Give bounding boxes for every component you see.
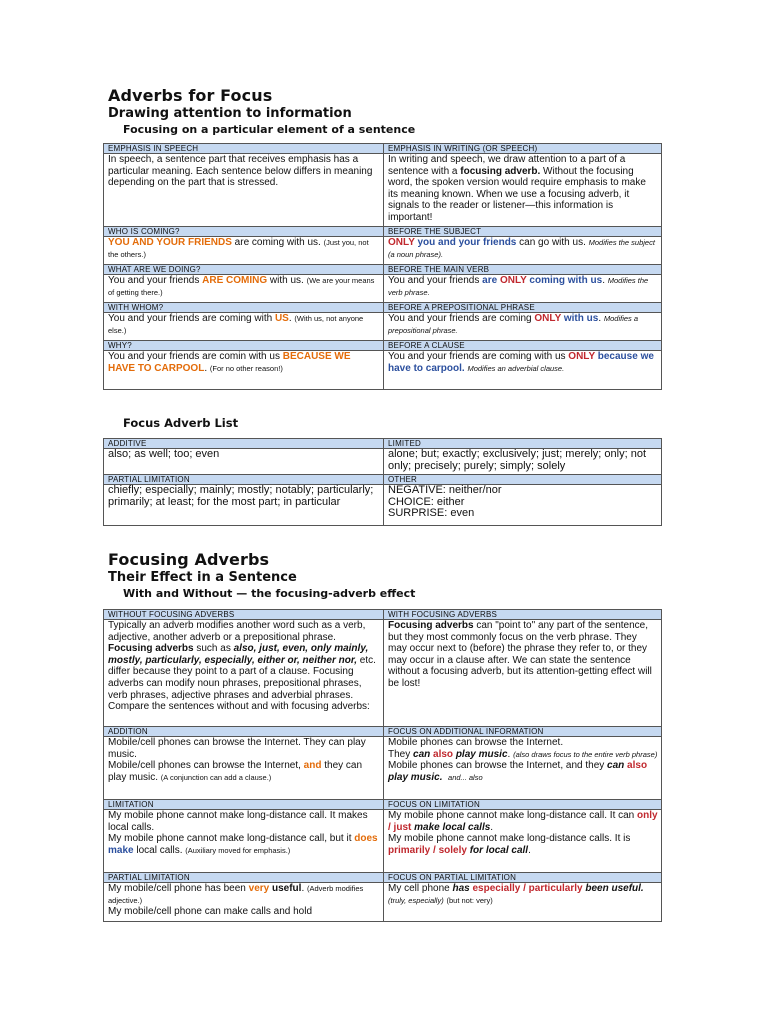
title-adverbs-for-focus: Adverbs for Focus	[108, 86, 273, 105]
sentence-text: can go with us.	[516, 237, 586, 248]
desc-text: Typically an adverb modifies another word such as a verb, adjective, another adverb or a prepositional phrase.	[108, 620, 366, 643]
only-word: ONLY	[534, 313, 562, 324]
addition-without	[104, 737, 384, 800]
verb-text: for local call	[466, 844, 529, 856]
header-focus-partial-limitation: FOCUS ON PARTIAL LIMITATION	[384, 873, 662, 883]
example-whom-speech	[104, 313, 384, 341]
sentence-text: You and your friends are coming with us	[388, 351, 569, 362]
note-text: (We are your means of getting there.)	[108, 276, 375, 297]
header-addition: ADDITION	[104, 727, 384, 737]
example-who-speech	[104, 237, 384, 265]
sentence-text: My mobile phone cannot make long-distance call. It can	[388, 810, 638, 821]
sentence-text: You and your friends	[388, 275, 483, 286]
verb-text: make local calls	[411, 821, 491, 833]
sentence-text: are coming with us.	[231, 237, 321, 248]
sentence-text: You and your friends are coming with	[108, 313, 275, 324]
example-what-writing	[384, 275, 662, 303]
emphasis-table	[103, 143, 662, 390]
sentence-text: Mobile/cell phones can browse the Internet. They can play music.	[108, 737, 366, 760]
note-text: Modifies a prepositional phrase.	[388, 314, 639, 335]
header-partial-limitation-2: PARTIAL LIMITATION	[104, 873, 384, 883]
verb-text: can	[413, 748, 434, 760]
focus-adverb-list-table	[103, 438, 662, 526]
verb-text: useful	[269, 883, 302, 894]
focus-text: are	[482, 275, 500, 286]
additive-list: also; as well; too; even	[104, 449, 384, 475]
note-text: (truly, especially)	[388, 895, 444, 905]
limited-list: alone; but; exactly; exclusively; just; merely; only; not only; precisely; purely; simply; solely	[384, 449, 662, 475]
header-with-whom: WITH WHOM?	[104, 303, 384, 313]
title-focusing-adverbs: Focusing Adverbs	[108, 550, 270, 569]
header-emphasis-in-writing: EMPHASIS IN WRITING (OR SPEECH)	[384, 144, 662, 154]
focus-adverb: also	[627, 760, 648, 772]
desc-bold: Focusing adverbs	[108, 643, 194, 655]
note-text: (A conjunction can add a clause.)	[160, 772, 272, 782]
emphasis-text: and	[303, 760, 322, 772]
desc-bold: Focusing adverbs	[388, 620, 474, 631]
writing-text-a: In writing and speech, we draw attention to a part of a sentence with a	[388, 154, 626, 177]
desc-text: can "point to" any part of the sentence, but they most commonly focus on the verb phrase. They may occur next to (before) the phrase they refer to, or they may occur in a clause after. We can state the sentence without a focusing adverb, but its attention-getting effect will be lost!	[388, 620, 652, 689]
focus-adverb: especially / particularly	[469, 883, 583, 894]
writing-text-bold: focusing adverb.	[460, 165, 541, 177]
partial-without	[104, 883, 384, 922]
sentence-text: You and your friends	[108, 275, 203, 286]
partial-with	[384, 883, 662, 922]
focus-text: because we have to carpool.	[388, 351, 654, 374]
sentence-text: .	[204, 362, 208, 374]
focus-adverb: primarily / solely	[388, 844, 467, 856]
header-without-focusing-adverbs: WITHOUT FOCUSING ADVERBS	[104, 610, 384, 620]
header-who-is-coming: WHO IS COMING?	[104, 227, 384, 237]
focus-adverb: only / just	[388, 810, 658, 833]
header-focus-limitation: FOCUS ON LIMITATION	[384, 800, 662, 810]
note-text: Modifies an adverbial clause.	[467, 363, 565, 373]
sentence-text: You and your friends are coming	[388, 313, 535, 324]
desc-text: such as	[193, 643, 234, 655]
emphasis-text: BECAUSE WE HAVE TO CARPOOL	[108, 351, 351, 374]
header-emphasis-in-speech: EMPHASIS IN SPEECH	[104, 144, 384, 154]
other-choice: CHOICE: either	[388, 495, 465, 508]
header-focus-additional: FOCUS ON ADDITIONAL INFORMATION	[384, 727, 662, 737]
limitation-with	[384, 810, 662, 873]
sentence-text: .	[301, 883, 305, 894]
partial-limitation-list: chiefly; especially; mainly; mostly; notably; particularly; primarily; at least; for the most part; in particular	[104, 485, 384, 526]
sentence-text: Mobile phones can browse the Internet.	[388, 737, 564, 748]
note-text: (Just you, not the others.)	[108, 238, 369, 259]
note-text: and... also	[448, 772, 483, 782]
emphasis-text: YOU AND YOUR FRIENDS	[108, 237, 232, 248]
writing-description	[384, 154, 662, 227]
emphasis-text: very	[248, 883, 270, 894]
focus-adverb-list-title: Focus Adverb List	[123, 416, 239, 430]
sentence-text: Mobile/cell phones can browse the Internet,	[108, 760, 304, 772]
header-additive: ADDITIVE	[104, 439, 384, 449]
speech-description	[104, 154, 384, 227]
header-before-main-verb: BEFORE THE MAIN VERB	[384, 265, 662, 275]
note-text: (Adverb modifies adjective.)	[108, 884, 364, 905]
subsubtitle-with-and-without: With and Without — the focusing-adverb effect	[123, 587, 416, 600]
header-what-are-we-doing: WHAT ARE WE DOING?	[104, 265, 384, 275]
header-limitation: LIMITATION	[104, 800, 384, 810]
emphasis-text: US	[274, 313, 289, 324]
note-text: (With us, not anyone else.)	[108, 314, 364, 335]
example-why-speech	[104, 351, 384, 390]
sentence-text: My mobile/cell phone has been	[108, 883, 249, 894]
example-whom-writing	[384, 313, 662, 341]
verb-text: play music	[453, 748, 508, 760]
focus-text: with us	[561, 313, 599, 324]
only-word: ONLY	[499, 275, 527, 286]
header-why: WHY?	[104, 341, 384, 351]
without-description	[104, 620, 384, 727]
limitation-without	[104, 810, 384, 873]
header-partial-limitation: PARTIAL LIMITATION	[104, 475, 384, 485]
verb-text: can	[607, 760, 628, 772]
verb-text: been useful.	[582, 883, 644, 894]
header-with-focusing-adverbs: WITH FOCUSING ADVERBS	[384, 610, 662, 620]
with-description	[384, 620, 662, 727]
speech-description-text: In speech, a sentence part that receives emphasis has a particular meaning. Each sentence below differs in meaning depending on the part that is stressed.	[108, 154, 373, 189]
desc-examples: also, just, even, only mainly, mostly, particularly, especially, either or, neither nor,	[108, 643, 369, 666]
sentence-text: My mobile phone cannot make long-distance calls. It is	[388, 833, 631, 845]
desc-text: etc. differ because they point to a part of a clause. Focusing adverbs can modify noun phrases, prepositional phrases, verb phrases, adjective phrases and adverbial phrases. Compare the sentences without and with focusing adverbs:	[108, 654, 376, 713]
sentence-text: with us.	[267, 275, 304, 286]
verb-text: has	[452, 883, 470, 894]
header-before-clause: BEFORE A CLAUSE	[384, 341, 662, 351]
emphasis-text: does	[354, 833, 378, 845]
sentence-text: .	[602, 275, 605, 286]
note-text: Modifies the verb phrase.	[388, 276, 649, 297]
sentence-text: My mobile/cell phone can make calls and hold	[108, 906, 312, 918]
note-text: (also draws focus to the entire verb phrase)	[513, 749, 658, 759]
note-text: (Auxiliary moved for emphasis.)	[185, 845, 291, 855]
other-negative: NEGATIVE: neither/nor	[388, 484, 502, 496]
focus-text: you and your friends	[414, 237, 517, 248]
subsubtitle-focusing-element: Focusing on a particular element of a sentence	[123, 123, 416, 136]
sentence-text: .	[528, 844, 531, 856]
note-text: (For no other reason!)	[209, 363, 283, 373]
sentence-text: .	[490, 821, 494, 833]
sentence-text: .	[598, 313, 602, 324]
note-text: Modifies the subject (a noun phrase).	[388, 238, 655, 259]
sentence-text: .	[288, 313, 292, 324]
addition-with	[384, 737, 662, 800]
sentence-text: local calls.	[133, 844, 183, 856]
example-what-speech	[104, 275, 384, 303]
subtitle-drawing-attention: Drawing attention to information	[108, 106, 352, 121]
emphasis-text: make	[108, 844, 134, 856]
focus-adverb: also	[433, 748, 454, 760]
only-word: ONLY	[568, 351, 595, 362]
sentence-text: .	[507, 748, 511, 760]
sentence-text: You and your friends are comin with us	[108, 351, 283, 362]
header-before-subject: BEFORE THE SUBJECT	[384, 227, 662, 237]
header-limited: LIMITED	[384, 439, 662, 449]
writing-text-b: Without the focusing word, the spoken version would require emphasis to make its meaning known. When we use a focusing adverb, it signals to the reader or listener—this information is important!	[388, 165, 646, 223]
example-why-writing	[384, 351, 662, 390]
sentence-text: My mobile phone cannot make long-distance call. It makes local calls.	[108, 810, 368, 833]
verb-text: play music.	[388, 771, 443, 783]
example-who-writing	[384, 237, 662, 265]
only-word: ONLY	[388, 237, 415, 248]
other-list	[384, 485, 662, 526]
note-text: (but not: very)	[446, 895, 493, 905]
sentence-text: they can play music.	[108, 760, 363, 783]
subtitle-their-effect: Their Effect in a Sentence	[108, 570, 297, 585]
header-before-prepositional-phrase: BEFORE A PREPOSITIONAL PHRASE	[384, 303, 662, 313]
focusing-adverbs-table	[103, 609, 662, 922]
sentence-text: My cell phone	[388, 883, 453, 894]
sentence-text: Mobile phones can browse the Internet, and they	[388, 760, 608, 772]
sentence-text: They	[388, 748, 414, 760]
header-other: OTHER	[384, 475, 662, 485]
focus-text: coming with us	[526, 275, 603, 286]
sentence-text: My mobile phone cannot make long-distance call, but it	[108, 833, 355, 845]
other-surprise: SURPRISE: even	[388, 507, 475, 520]
emphasis-text: ARE COMING	[202, 275, 268, 286]
